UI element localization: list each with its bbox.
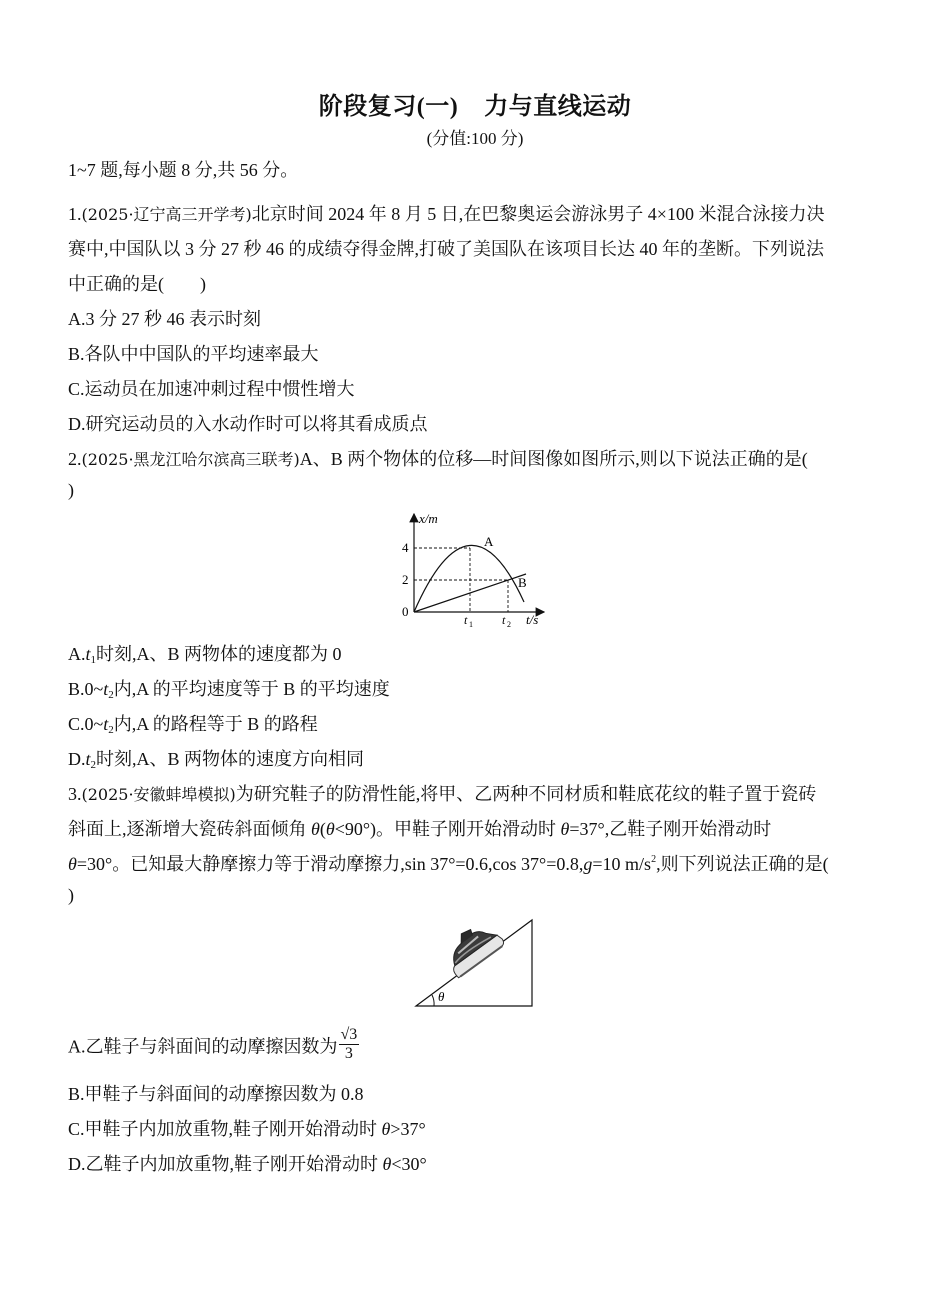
y-tick-0: 0 [402,604,409,619]
q2-option-b: $B.0\sim t_2$内,A 的平均速度等于 B 的平均速度 [68,679,390,701]
q3-stem-line-1 [68,780,816,806]
q3-stem-text: 为研究鞋子的防滑性能,将甲、乙两种不同材质和鞋底花纹的鞋子置于瓷砖 [235,784,817,804]
q3-option-a: A.乙鞋子与斜面间的动摩擦因数为 $\frac{√3}{3}$ [68,1026,358,1062]
q2-stem-line-1 [68,445,808,471]
q3-stem-line-4: ) [68,885,74,905]
q3-option-d: D.乙鞋子内加放重物,鞋子刚开始滑动时 θ<30° [68,1154,427,1174]
q1-stem-line-2: 赛中,中国队以 3 分 27 秒 46 的成绩夺得金牌,打破了美国队在该项目长达 40 年的垄断。下列说法 [68,239,824,259]
q2-source: (2025·黑龙江哈尔滨高三联考) [81,450,300,469]
x-axis-label: t/s [526,612,539,627]
q3-stem-line-2: 斜面上,逐渐增大瓷砖斜面倾角 θ(θ<90°)。甲鞋子刚开始滑动时 θ=37°,乙鞋子刚开始滑动时 [68,819,772,839]
q3-stem-line-3: θ=30°。已知最大静摩擦力等于滑动摩擦力,sin 37°=0.6,cos 37°=0.8,g=10 $m/s^2$,则下列说法正确的是( [68,854,829,874]
curve-a [414,545,524,612]
page-title [0,86,950,121]
section-note: 1~7 题,每小题 8 分,共 56 分。 [68,160,299,180]
q1-stem-line-1 [68,200,824,226]
y-axis-label: x/m [419,511,438,526]
y-tick-2: 2 [402,572,409,587]
x-tick-t2: t [502,613,506,627]
q1-option-b: B.各队中中国队的平均速率最大 [68,344,319,364]
sqrt3-over-3-fraction: $\frac{√3}{3}$ [340,1026,358,1062]
q3-option-b: B.甲鞋子与斜面间的动摩擦因数为 0.8 [68,1084,364,1104]
q1-number: 1. [68,204,82,224]
q3-option-c: C.甲鞋子内加放重物,鞋子刚开始滑动时 θ>37° [68,1119,426,1139]
title-part-1: 阶段复习(一) [318,94,459,120]
x-tick-t2-sub: 2 [507,620,511,629]
q2-option-d: $D.t_2$时刻,A、B 两物体的速度方向相同 [68,749,365,771]
q1-option-d: D.研究运动员的入水动作时可以将其看成质点 [68,414,428,434]
line-b-label: B [518,575,527,590]
score-note: (分值:100 分) [426,129,524,148]
q2-option-a: $A.t_1$时刻,A、B 两物体的速度都为 0 [68,644,342,666]
q3-source: (2025·安徽蚌埠模拟) [81,785,236,804]
q1-option-a: A.3 分 27 秒 46 表示时刻 [68,309,261,329]
q2-option-c: $C.0\sim t_2$内,A 的路程等于 B 的路程 [68,714,318,736]
title-part-2: 力与直线运动 [484,94,632,120]
q2-stem-line-2: ) [68,480,74,500]
x-tick-t1: t [464,613,468,627]
angle-label: θ [438,989,445,1004]
curve-a-label: A [484,534,494,549]
q1-stem-text: 北京时间 2024 年 8 月 5 日,在巴黎奥运会游泳男子 4×100 米混合泳接力决 [251,204,825,224]
q3-number: 3. [68,784,82,804]
q1-source: (2025·辽宁高三开学考) [81,205,252,224]
q2-number: 2. [68,449,82,469]
displacement-time-graph [398,508,558,632]
x-tick-t1-sub: 1 [469,620,473,629]
incline-shoe-figure [412,914,538,1010]
q1-stem-line-3: 中正确的是( ) [68,274,206,294]
q2-stem-text: A、B 两个物体的位移—时间图像如图所示,则以下说法正确的是( [299,449,808,469]
y-tick-4: 4 [402,540,409,555]
q1-option-c: C.运动员在加速冲刺过程中惯性增大 [68,379,355,399]
